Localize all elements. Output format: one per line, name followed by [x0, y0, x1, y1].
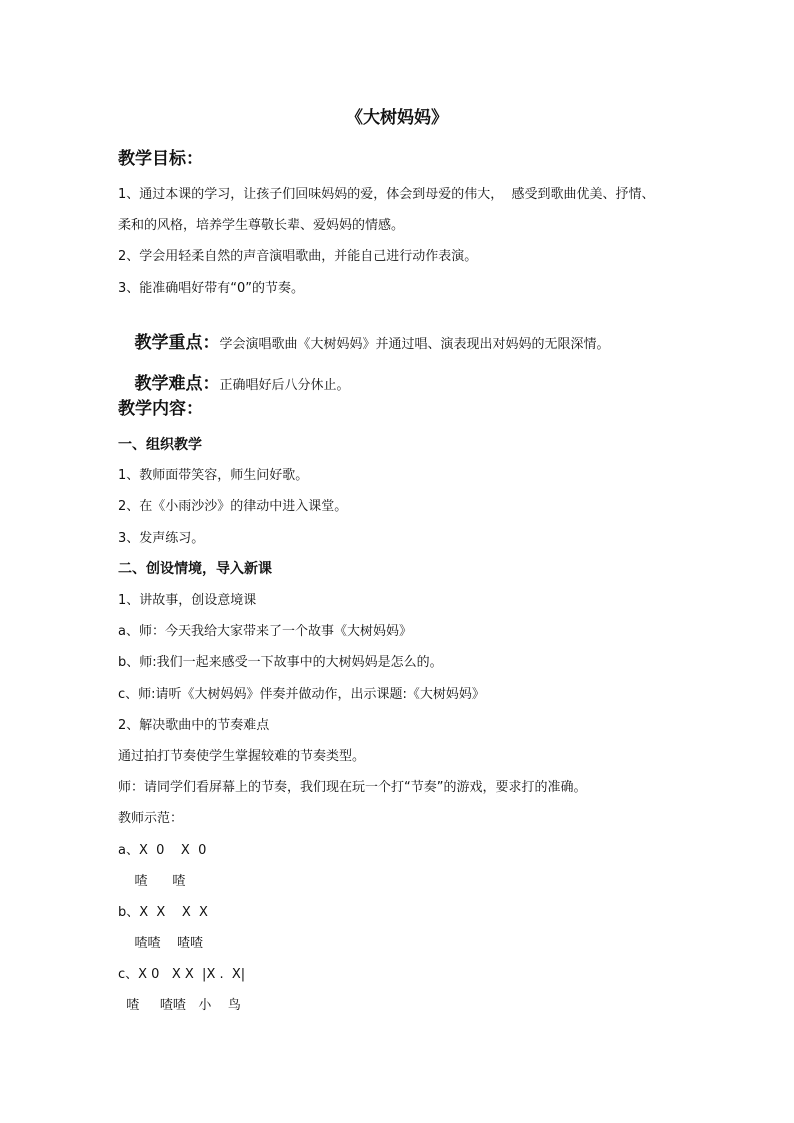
- section2-item-6: 通过拍打节奏使学生掌握较难的节奏类型。: [118, 749, 366, 764]
- section1-item-3: 3、发声练习。: [118, 531, 205, 546]
- objective-line-1: 1、通过本课的学习，让孩子们回味妈妈的爱，体会到母爱的伟大， 感受到歌曲优美、抒情、: [118, 187, 655, 202]
- section2-item-5: 2、解决歌曲中的节奏难点: [118, 718, 270, 733]
- objective-line-2: 柔和的风格，培养学生尊敬长辈、爱妈妈的情感。: [118, 218, 405, 233]
- difficulty-text: 正确唱好后八分休止。: [219, 378, 350, 393]
- section2-item-8: 教师示范：: [118, 811, 184, 826]
- rhythm-b-syllables: 喳喳 喳喳: [118, 936, 204, 951]
- section2-item-1: 1、讲故事，创设意境课: [118, 593, 257, 608]
- difficulty-label: 教学难点：: [134, 374, 220, 394]
- objective-line-4: 3、能准确唱好带有“0”的节奏。: [118, 281, 305, 296]
- section2-item-4: c、师:请听《大树妈妈》伴奏并做动作，出示课题:《大树妈妈》: [118, 687, 485, 702]
- section1-item-1: 1、教师面带笑容，师生问好歌。: [118, 468, 309, 483]
- objective-line-3: 2、学会用轻柔自然的声音演唱歌曲，并能自己进行动作表演。: [118, 249, 478, 264]
- key-point-label: 教学重点：: [134, 333, 220, 353]
- page-title: 《大树妈妈》: [346, 108, 448, 128]
- section1-item-2: 2、在《小雨沙沙》的律动中进入课堂。: [118, 499, 348, 514]
- section2-item-3: b、师:我们一起来感受一下故事中的大树妈妈是怎么的。: [118, 655, 443, 670]
- content-heading: 教学内容：: [118, 399, 203, 419]
- section2-item-7: 师：请同学们看屏幕上的节奏，我们现在玩一个打“节奏”的游戏，要求打的准确。: [118, 780, 587, 795]
- key-point-text: 学会演唱歌曲《大树妈妈》并通过唱、演表现出对妈妈的无限深情。: [219, 337, 610, 352]
- rhythm-c-notation: c、X 0 X X |X . X|: [118, 967, 246, 982]
- rhythm-a-notation: a、X 0 X 0: [118, 843, 207, 858]
- section1-heading: 一、组织教学: [118, 437, 202, 453]
- objectives-heading: 教学目标：: [118, 149, 203, 169]
- rhythm-b-notation: b、X X X X: [118, 905, 208, 920]
- section2-heading: 二、创设情境，导入新课: [118, 561, 272, 577]
- rhythm-a-syllables: 喳 喳: [118, 874, 186, 889]
- rhythm-c-syllables: 喳 喳喳 小 鸟: [118, 998, 241, 1013]
- section2-item-2: a、师：今天我给大家带来了一个故事《大树妈妈》: [118, 624, 412, 639]
